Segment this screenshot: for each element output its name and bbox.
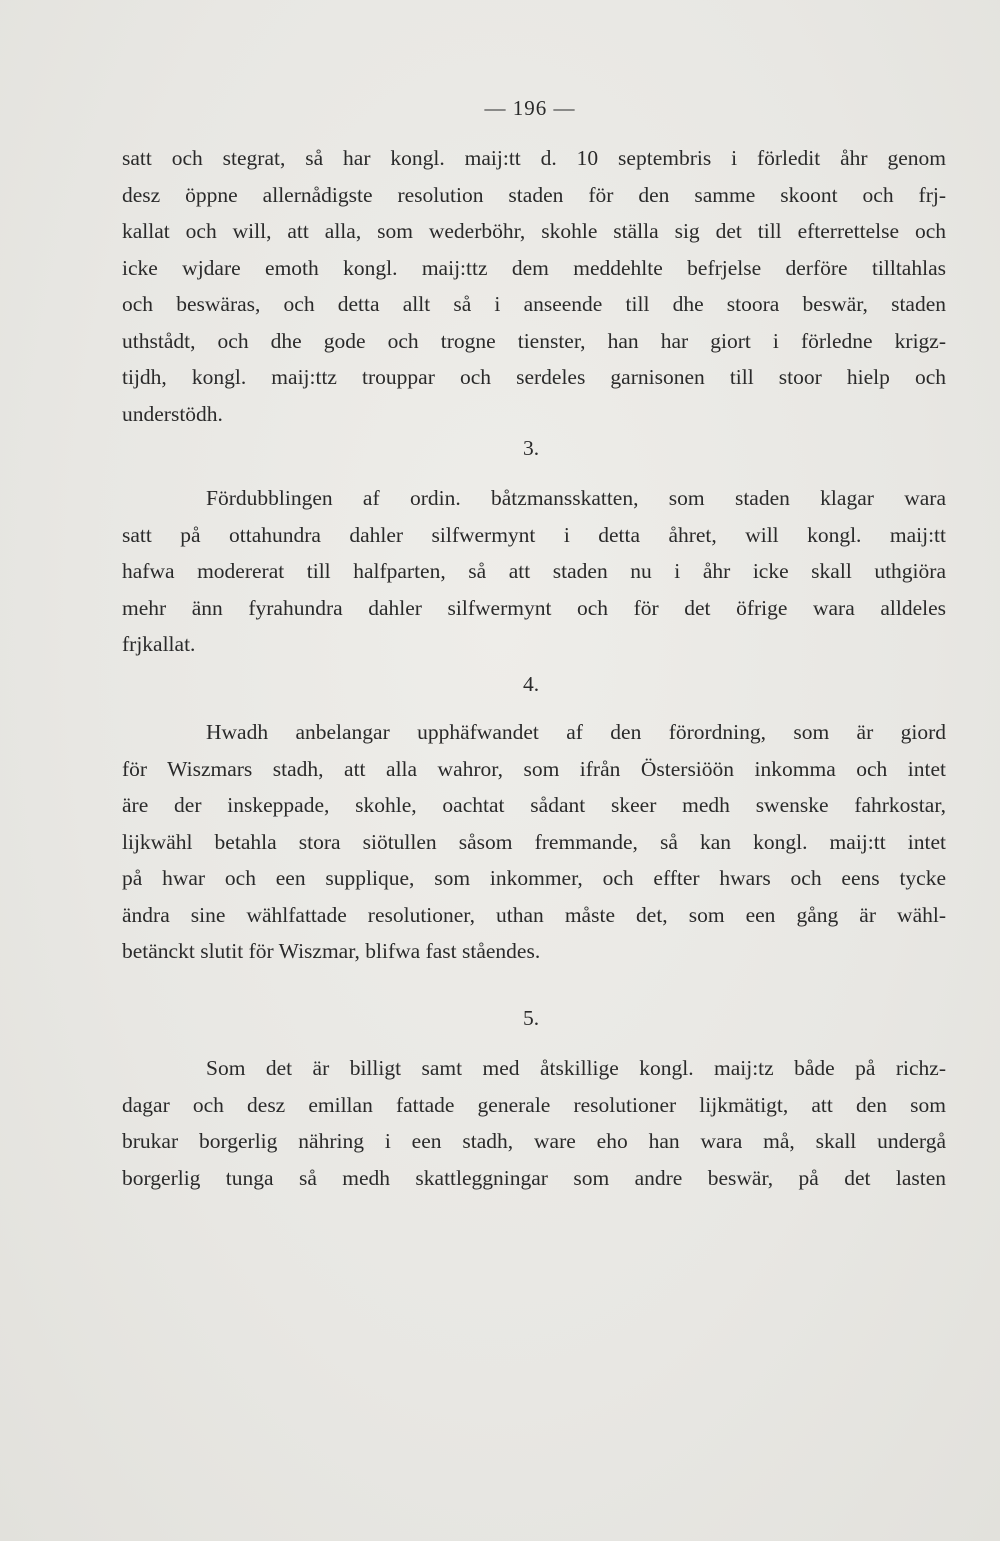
text-line: på hwar och een supplique, som inkommer, och effter hwars och eens tycke xyxy=(122,866,946,890)
section-number: 5. xyxy=(522,1006,540,1030)
paragraph-continuation xyxy=(122,140,946,432)
text-line: understödh. xyxy=(122,401,223,426)
text-line: dagar och desz emillan fattade generale resolutioner lijkmätigt, att den som xyxy=(122,1092,946,1117)
text-line: brukar borgerlig nähring i een stadh, ware eho han wara må, skall undergå xyxy=(122,1129,946,1153)
text-line: betänckt slutit för Wiszmar, blifwa fast ståendes. xyxy=(122,939,541,963)
text-line: Hwadh anbelangar upphäfwandet af den förordning, som är giord xyxy=(206,720,946,744)
text-line: och beswäras, och detta allt så i anseende till dhe stoora beswär, staden xyxy=(122,292,946,316)
text-line: äre der inskeppade, skohle, oachtat sådant skeer medh swenske fahrkostar, xyxy=(122,793,946,817)
paragraph-section-4 xyxy=(122,714,946,970)
text-line: för Wiszmars stadh, att alla wahror, som ifrån Östersiöön inkomma och intet xyxy=(122,756,946,781)
text-line: satt på ottahundra dahler silfwermynt i detta åhret, will kongl. maij:tt xyxy=(122,522,946,547)
text-line: lijkwähl betahla stora siötullen såsom fremmande, så kan kongl. maij:tt intet xyxy=(122,829,946,854)
section-number: 3. xyxy=(522,436,540,460)
text-line: icke wjdare emoth kongl. maij:ttz dem meddehlte befrjelse derföre tilltahlas xyxy=(122,255,946,280)
text-line: frjkallat. xyxy=(122,632,196,656)
text-line: desz öppne allernådigste resolution staden för den samme skoont och frj- xyxy=(122,182,946,207)
page-number: — 196 — xyxy=(484,96,576,120)
text-line: tijdh, kongl. maij:ttz trouppar och serdeles garnisonen till stoor hielp och xyxy=(122,365,946,389)
section-number: 4. xyxy=(522,672,540,696)
text-line: hafwa modererat till halfparten, så att staden nu i åhr icke skall uthgiöra xyxy=(122,559,946,583)
text-line: Fördubblingen af ordin. båtzmansskatten, som staden klagar wara xyxy=(206,486,946,510)
text-line: kallat och will, att alla, som wederböhr, skohle ställa sig det till efterrettelse och xyxy=(122,219,946,243)
paragraph-section-3 xyxy=(122,480,946,663)
text-line: Som det är billigt samt med åtskillige kongl. maij:tz både på richz- xyxy=(206,1056,946,1080)
text-line: borgerlig tunga så medh skattleggningar som andre beswär, på det lasten xyxy=(122,1165,946,1190)
text-line: mehr änn fyrahundra dahler silfwermynt och för det öfrige wara alldeles xyxy=(122,595,946,620)
text-line: ändra sine wählfattade resolutioner, uthan måste det, som een gång är wähl- xyxy=(122,902,946,927)
text-line: satt och stegrat, så har kongl. maij:tt d. 10 septembris i förledit åhr genom xyxy=(122,146,946,170)
paragraph-section-5 xyxy=(122,1050,946,1196)
text-line: uthstådt, och dhe gode och trogne tienster, han har giort i förledne krigz- xyxy=(122,328,946,353)
